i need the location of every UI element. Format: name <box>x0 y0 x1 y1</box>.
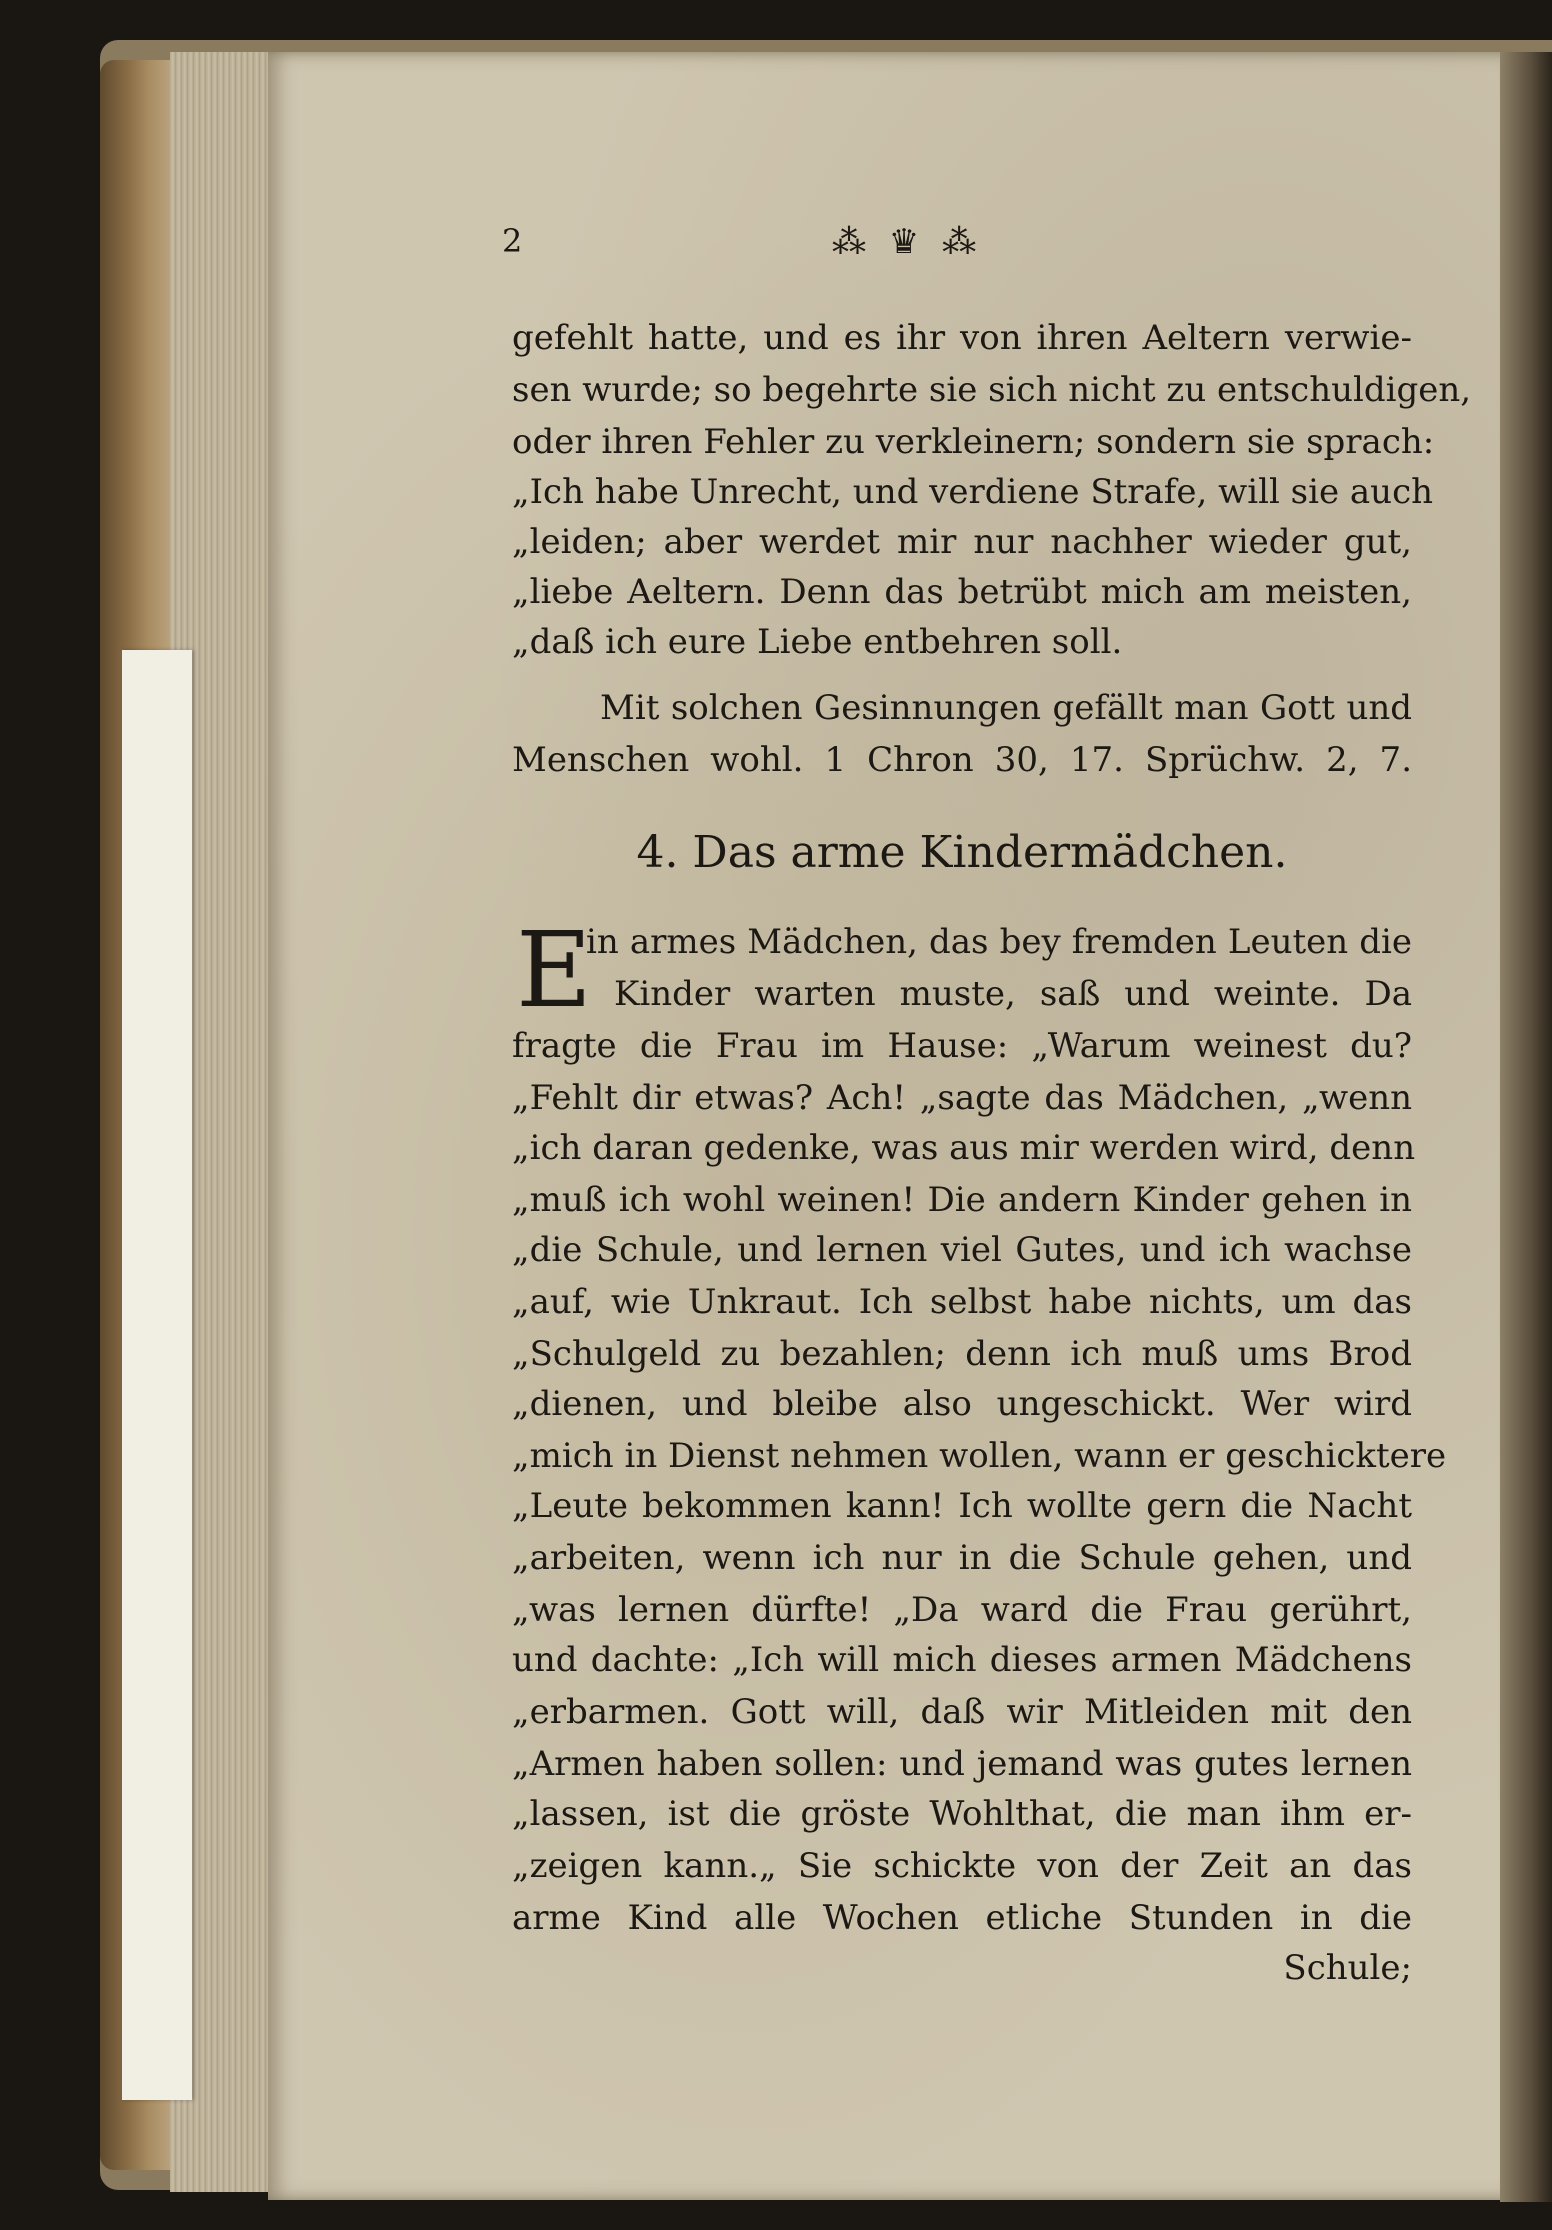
text-line: gefehlt hatte, und es ihr von ihren Aeltern verwie- <box>512 318 1412 358</box>
text-line: Kinder warten muste, saß und weinte. Da <box>614 974 1412 1014</box>
page-gutter-shadow <box>1500 52 1552 2202</box>
text-line: „liebe Aeltern. Denn das betrübt mich am meisten, <box>512 572 1412 612</box>
text-line: „die Schule, und lernen viel Gutes, und ich wachse <box>512 1230 1412 1270</box>
text-line: „Armen haben sollen: und jemand was gutes lernen <box>512 1744 1412 1784</box>
text-line: „ich daran gedenke, was aus mir werden wird, denn <box>512 1128 1416 1168</box>
text-line: Mit solchen Gesinnungen gefällt man Gott und <box>600 688 1412 728</box>
page-header <box>502 222 1412 272</box>
text-line: „Schulgeld zu bezahlen; denn ich muß ums Brod <box>512 1334 1412 1374</box>
text-line: „dienen, und bleibe also ungeschickt. Wer wird <box>512 1384 1412 1424</box>
drop-capital: E <box>516 909 592 1031</box>
text-line: „erbarmen. Gott will, daß wir Mitleiden mit den <box>512 1692 1412 1732</box>
text-line: sen wurde; so begehrte sie sich nicht zu entschuldigen, <box>512 370 1472 410</box>
text-line: und dachte: „Ich will mich dieses armen Mädchens <box>512 1640 1412 1680</box>
catchword: Schule; <box>1283 1948 1412 1988</box>
text-line: „lassen, ist die gröste Wohlthat, die man ihm er- <box>512 1794 1412 1834</box>
text-line: „Fehlt dir etwas? Ach! „sagte das Mädchen, „wenn <box>512 1078 1412 1118</box>
text-line: „leiden; aber werdet mir nur nachher wieder gut, <box>512 522 1412 562</box>
text-line: „auf, wie Unkraut. Ich selbst habe nichts, um das <box>512 1282 1412 1322</box>
paper-slip <box>122 650 192 2100</box>
text-line: „zeigen kann.„ Sie schickte von der Zeit an das <box>512 1846 1412 1886</box>
text-line: „daß ich eure Liebe entbehren soll. <box>512 622 1123 662</box>
text-line: „Ich habe Unrecht, und verdiene Strafe, will sie auch <box>512 472 1434 512</box>
text-line: „was lernen dürfte! „Da ward die Frau gerührt, <box>512 1590 1412 1630</box>
text-line: „muß ich wohl weinen! Die andern Kinder gehen in <box>512 1180 1412 1220</box>
text-line: in armes Mädchen, das bey fremden Leuten die <box>586 922 1412 962</box>
text-line: Menschen wohl. 1 Chron 30, 17. Sprüchw. 2, 7. <box>512 740 1412 780</box>
section-heading: 4. Das arme Kindermädchen. <box>636 827 1288 878</box>
header-ornament: ⁂ ♛ ⁂ <box>832 222 983 262</box>
page-number: 2 <box>502 222 523 260</box>
text-line: „Leute bekommen kann! Ich wollte gern die Nacht <box>512 1486 1412 1526</box>
text-line: arme Kind alle Wochen etliche Stunden in die <box>512 1898 1412 1938</box>
text-line: fragte die Frau im Hause: „Warum weinest du? <box>512 1026 1412 1066</box>
text-line: oder ihren Fehler zu verkleinern; sondern sie sprach: <box>512 422 1435 462</box>
text-line: „arbeiten, wenn ich nur in die Schule gehen, und <box>512 1538 1412 1578</box>
text-line: „mich in Dienst nehmen wollen, wann er geschicktere <box>512 1436 1447 1476</box>
